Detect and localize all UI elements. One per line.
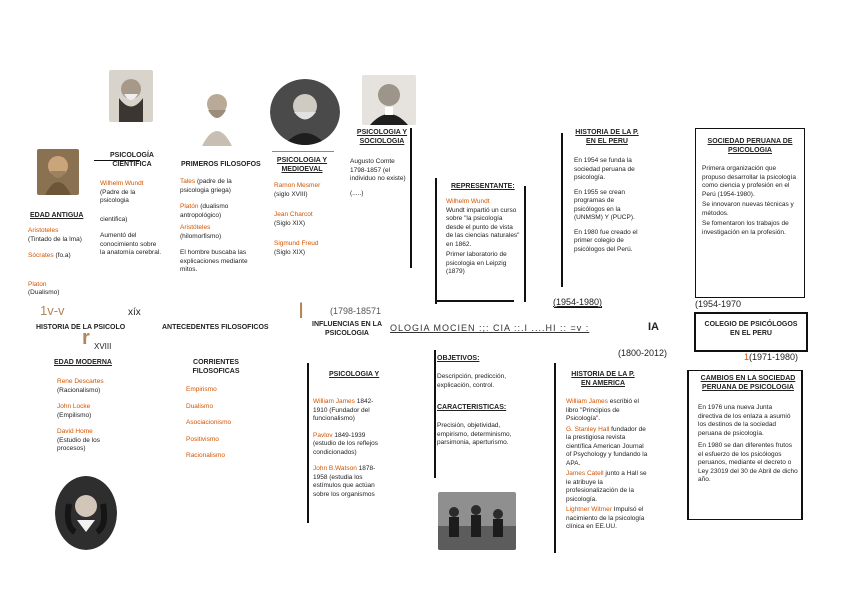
list-item: Sócrates (fo.a) <box>28 252 71 259</box>
scientific-list <box>100 180 162 258</box>
modern-heading: EDAD MODERNA <box>54 359 112 366</box>
list-item: En 1955 se crean programas de psicólogos en la (UNMSM) Y (PUCP). <box>574 188 635 221</box>
list-item: Aristóteles (hilomorfismo) <box>180 224 222 240</box>
list-item: Ramon Mesmer (siglo XVIII) <box>274 182 321 198</box>
peru-list <box>574 157 646 254</box>
list-item: William James 1842-1910 (Fundador del funcionalismo) <box>313 398 374 422</box>
peru-years: (1954-1980) <box>553 297 603 307</box>
influences-years: (1798-18571 <box>330 306 382 316</box>
list-item: En 1976 una nueva Junta directiva de los enlaza a asumió los destinos de la sociedad peruana de psicología. <box>698 404 791 437</box>
influences-big-letter: I <box>298 298 305 323</box>
history-title: HISTORIA DE LA PSICOLO <box>36 324 126 331</box>
list-item: Aristoteles (Tintado de la lma) <box>28 227 82 243</box>
list-item: En 1980 se dan diferentes frutos el esfuerzo de los psicólogos peruanos, mediante el decreto o Ley 23019 del 30 de Abril de dicho año. <box>698 442 798 483</box>
representative-second: Primer laboratorio de psicologia en Leipzig (1879) <box>446 251 507 275</box>
list-item: James Catell junto a Hall se le atribuye la profesionalización de la psicología. <box>566 470 647 503</box>
society-peru-box <box>695 128 805 298</box>
list-item: Tales (padre de la psicologia griega) <box>180 178 232 194</box>
sociology-heading: PSICOLOGIA Y SOCIOLOGIA <box>356 129 408 145</box>
representative-heading: REPRESENTANTE: <box>451 183 515 190</box>
list-item: David Home (Estudio de los procesos) <box>57 428 100 452</box>
connector <box>554 363 556 553</box>
century-xix: xíx <box>128 307 141 318</box>
list-item: Platon (Dualismo) <box>28 280 60 296</box>
plato-portrait-icon <box>196 86 238 146</box>
connector <box>272 151 334 152</box>
sociology-list <box>350 158 406 198</box>
connector <box>554 307 602 308</box>
list-item: Se fomentaron los trabajos de investigación en la profesión. <box>702 220 789 236</box>
comte-portrait-icon <box>362 75 416 125</box>
connector <box>688 519 802 520</box>
objectives-text: Descripción, predicción, explicación, control. <box>437 373 507 389</box>
medieval-heading: PSICOLOGIA Y MEDIOEVAL <box>276 157 328 173</box>
society-peru-heading: SOCIEDAD PERUANA DE PSICOLOGIA <box>707 138 793 154</box>
wundt-portrait-icon <box>109 70 153 122</box>
connector <box>687 370 689 520</box>
list-item: Sigmund Freud (Siglo XIX) <box>274 240 319 256</box>
banner-text: OLOGIA MOCIEN :;: CIA ::.I ....HI :: =v : <box>390 323 590 333</box>
college-years: (1971-1980) <box>749 352 799 362</box>
america-heading: HISTORIA DE LA P. EN AMERICA <box>571 371 635 387</box>
antiquity-heading: EDAD ANTIGUA <box>30 212 84 219</box>
list-item: Primera organización que propuso desarrollar la psicología como ciencia y profesión en el Perú (1954-1980). <box>702 165 796 198</box>
century-xviii: XVIII <box>94 342 112 351</box>
list-item: John Locke (Empilismo) <box>57 403 92 419</box>
college-years-wrap <box>744 352 798 362</box>
century-iv: 1v-v <box>40 303 65 318</box>
banner-suffix: IA <box>648 321 659 333</box>
list-item: Platón (dualismo antropológico) <box>180 203 229 219</box>
representative-text: Wundt impartió un curso sobre "la psicología desde el punto de vista de las ciencias naturales" en 1862. <box>446 206 520 248</box>
list-item: Lightner Witmer Impulsó el nacimiento de la psicología clínica en EE.UU. <box>566 506 645 530</box>
college-year-mark: 1 <box>744 352 750 362</box>
representative-name: Wilhelm Wundt <box>446 198 490 205</box>
connector <box>410 128 412 268</box>
list-item: Rene Descartes (Racionalismo) <box>57 378 104 394</box>
currents-heading: CORRIENTES FILOSOFICAS <box>192 359 240 375</box>
psych-general-heading: PSICOLOGIA Y <box>329 371 380 378</box>
list-item: El hombre buscaba las explicaciones mediante mitos. <box>180 249 248 273</box>
connector <box>688 370 802 371</box>
characteristics-heading: CARACTERISTICAS: <box>437 404 507 411</box>
change-heading: CAMBIOS EN LA SOCIEDAD PERUANA DE PSICOLOGIA <box>700 375 796 391</box>
list-item: John B.Watson 1878-1958 (estudia los estímulos que actúan sobre los organismos <box>313 465 376 498</box>
connector <box>434 350 436 478</box>
representative-body <box>446 198 520 277</box>
medieval-list <box>274 182 334 257</box>
change-list <box>698 404 798 485</box>
banner-years-right: (1800-2012) <box>618 348 668 358</box>
list-item: Wilhelm Wundt (Padre de la psicologia <box>100 180 144 204</box>
list-item: En 1954 se funda la sociedad peruana de psicología. <box>574 157 635 181</box>
list-item: cientifica) <box>100 215 128 223</box>
descartes-portrait-icon <box>55 476 117 550</box>
list-item: Aumentó del conocimiento sobre la anatomía cerebral. <box>100 232 162 256</box>
list-item: (.....) <box>350 189 364 197</box>
list-item: Jean Charcot (Siglo XIX) <box>274 211 313 227</box>
century-big-r: r <box>82 327 90 349</box>
connector <box>561 133 563 287</box>
aristotle-portrait-icon <box>37 149 79 195</box>
connector <box>436 300 514 302</box>
currents-list <box>186 386 231 469</box>
list-item: Asociacionismo <box>186 419 232 426</box>
connector <box>307 363 309 523</box>
connector <box>524 186 526 302</box>
list-item: Empirismo <box>186 386 217 393</box>
society-peru-list <box>702 165 798 237</box>
college-box <box>694 312 808 352</box>
antecedents-title: ANTECEDENTES FILOSOFICOS <box>162 324 269 331</box>
list-item: William James escribió el libro "Principios de Psicología". <box>566 398 639 422</box>
objectives-heading: OBJETIVOS: <box>437 355 480 362</box>
modern-list <box>57 378 127 454</box>
connector <box>801 370 803 520</box>
lab-group-photo-icon <box>438 492 516 550</box>
list-item: G. Stanley Hall fundador de la prestigiosa revista científica American Journal of Psychology y fundando la APA. <box>566 425 648 467</box>
list-item: Dualismo <box>186 402 214 410</box>
america-list <box>566 398 650 532</box>
first-philosophers-heading: PRIMEROS FILOSOFOS <box>181 161 261 168</box>
freud-portrait-icon <box>270 79 340 145</box>
psych-general-list <box>313 398 387 499</box>
connector <box>435 178 437 304</box>
list-item: Augusto Comte 1798-1857 (el individuo no existe) <box>350 158 406 182</box>
list-item: En 1980 fue creado el primer colegio de psicólogos del Perú. <box>574 228 638 253</box>
antiquity-list <box>28 227 98 298</box>
scientific-heading: PSICOLOGÍA CIENTIFICA <box>110 152 154 168</box>
influences-title: INFLUENCIAS EN LA PSICOLOGIA <box>312 321 382 337</box>
peru-heading: HISTORIA DE LA P. EN EL PERU <box>575 129 639 145</box>
list-item: Positivismo <box>186 435 219 443</box>
list-item: Se innovaron nuevas técnicas y métodos. <box>702 201 794 217</box>
characteristics-text: Precisión, objetividad, empirismo, determinismo, parsimonia, aperturismo. <box>437 422 512 446</box>
society-peru-years: (1954-1970 <box>695 299 742 309</box>
first-philosophers-list <box>180 178 262 275</box>
list-item: Racionalismo <box>186 452 226 459</box>
college-title: COLEGIO DE PSICÓLOGOS EN EL PERU <box>704 321 798 337</box>
list-item: Pavlov 1849-1939 (estudio de los reflejos condicionados) <box>313 431 379 456</box>
